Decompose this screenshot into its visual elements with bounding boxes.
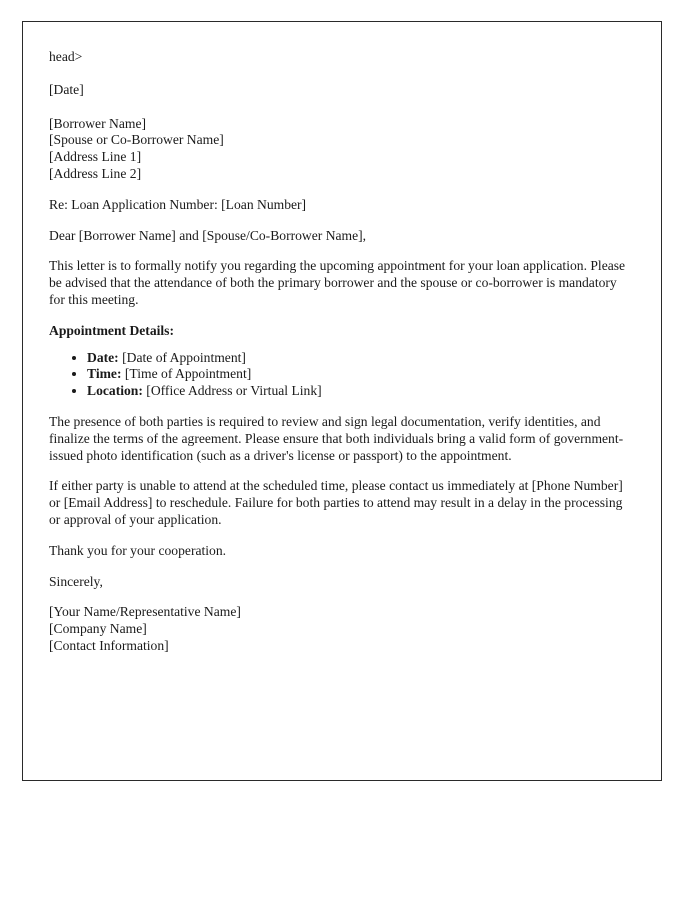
- stray-markup-fragment: head>: [49, 49, 83, 64]
- recipient-line-borrower-name: [Borrower Name]: [49, 115, 147, 131]
- paragraph-rescheduling: If either party is unable to attend at the scheduled time, please contact us immediately at [Phone Number] or [Email Address] to reschedule. Failure for both parties to attend may result in a delay in the processing or approval of your application.: [49, 478, 623, 527]
- recipient-line-address-1: [Address Line 1]: [49, 149, 142, 165]
- letter-content: [49, 49, 627, 655]
- detail-value-location: [Office Address or Virtual Link]: [146, 383, 322, 399]
- appointment-details-list: [49, 350, 627, 400]
- recipient-line-address-2: [Address Line 2]: [49, 165, 142, 181]
- subject-line: Re: Loan Application Number: [Loan Number]: [49, 196, 307, 212]
- closing-salutation: Sincerely,: [49, 573, 103, 589]
- document-page-border: [22, 21, 662, 781]
- paragraph-thanks: Thank you for your cooperation.: [49, 542, 227, 558]
- appointment-details-heading: Appointment Details:: [49, 322, 174, 338]
- detail-label-time: Time:: [87, 366, 122, 382]
- letter-date: [Date]: [49, 81, 84, 97]
- list-item: [87, 350, 627, 367]
- detail-label-date: Date:: [87, 349, 119, 365]
- detail-value-date: [Date of Appointment]: [122, 349, 246, 365]
- recipient-address-block: [49, 116, 627, 183]
- list-item: [87, 366, 627, 383]
- salutation: Dear [Borrower Name] and [Spouse/Co-Borrower Name],: [49, 227, 367, 243]
- detail-value-time: [Time of Appointment]: [124, 366, 252, 382]
- recipient-line-spouse-name: [Spouse or Co-Borrower Name]: [49, 132, 224, 148]
- paragraph-requirements: The presence of both parties is required to review and sign legal documentation, verify identities, and finalize the terms of the agreement. Please ensure that both individuals bring a valid form of government-issued photo identification (such as a driver's license or passport) to the appointment.: [49, 413, 624, 463]
- signature-line-company: [Company Name]: [49, 621, 147, 637]
- signature-block: [49, 604, 627, 654]
- detail-label-location: Location:: [87, 383, 143, 399]
- signature-line-contact: [Contact Information]: [49, 637, 169, 653]
- paragraph-intro: This letter is to formally notify you regarding the upcoming appointment for your loan application. Please be advised that the attendance of both the primary borrower and the spouse or co-borrower is mandatory for this meeting.: [49, 258, 626, 307]
- signature-line-name: [Your Name/Representative Name]: [49, 604, 241, 620]
- list-item: [87, 383, 627, 400]
